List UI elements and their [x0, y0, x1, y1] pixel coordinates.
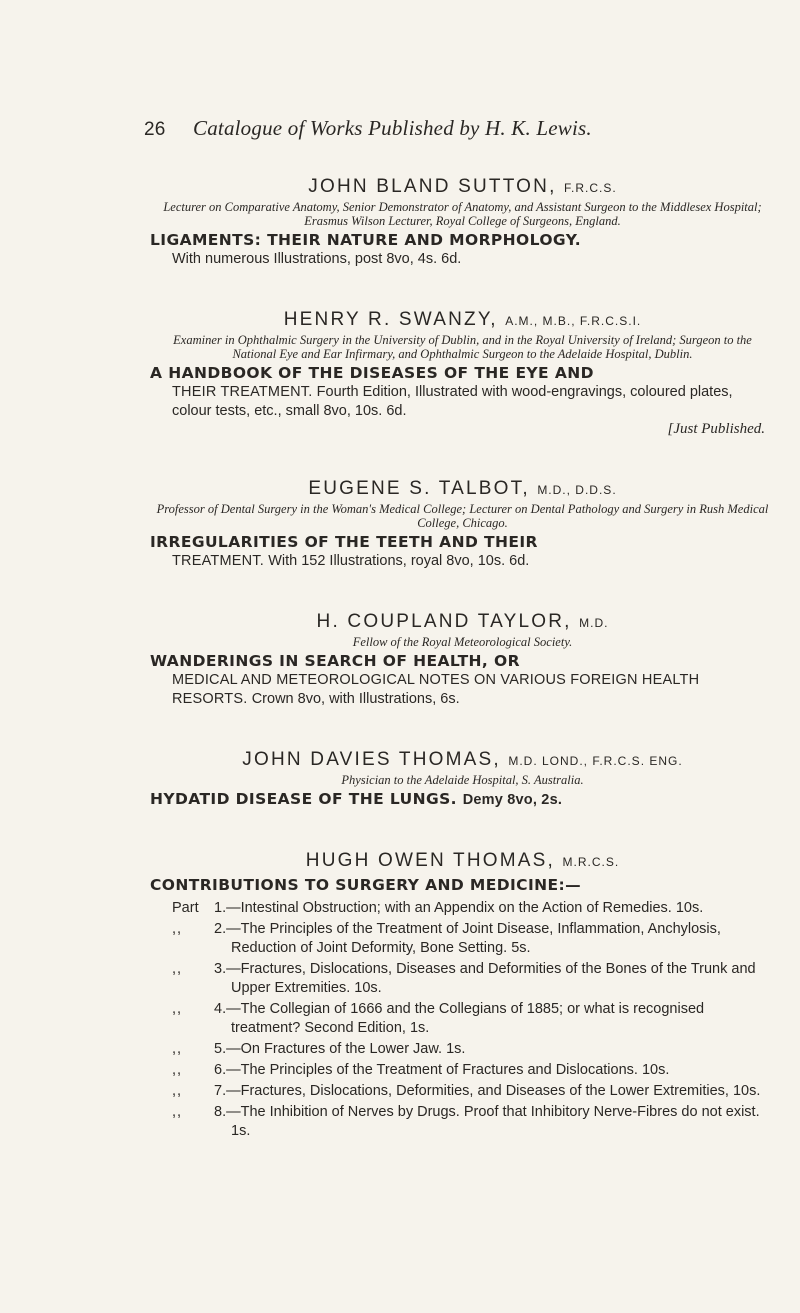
author-credentials: Fellow of the Royal Meteorological Society. — [352, 635, 573, 649]
catalogue-entry — [150, 611, 775, 709]
part-text: —The Principles of the Treatment of Fractures and Dislocations. 10s. — [226, 1062, 670, 1078]
author-degrees: M.D. — [579, 616, 609, 630]
part-text: —Fractures, Dislocations, Deformities, and Diseases of the Lower Extremities, 10s. — [226, 1083, 761, 1099]
book-title: WANDERINGS IN SEARCH OF HEALTH, OR — [150, 652, 520, 670]
book-title: IRREGULARITIES OF THE TEETH AND THEIR — [150, 533, 538, 551]
list-item — [150, 899, 775, 918]
list-item — [150, 920, 775, 958]
book-title: CONTRIBUTIONS TO SURGERY AND MEDICINE:— — [150, 876, 581, 894]
book-description: Demy 8vo, 2s. — [462, 792, 563, 808]
publication-note: [Just Published. — [667, 421, 765, 437]
book-title: LIGAMENTS: THEIR NATURE AND MORPHOLOGY. — [150, 231, 582, 249]
running-title: Catalogue of Works Published by H. K. Lewis. — [193, 116, 592, 140]
author-name: H. COUPLAND TAYLOR, M.D. — [316, 611, 609, 632]
catalogue-entry — [150, 850, 775, 1141]
part-number: 8. — [214, 1104, 227, 1120]
parts-list — [150, 899, 775, 1141]
running-header — [144, 116, 764, 141]
book-title-continuation: TREATMENT. — [172, 553, 269, 569]
part-text: —The Collegian of 1666 and the Collegians of 1885; or what is recognised treatment? Second Edition, 1s. — [226, 1001, 705, 1036]
page-number: 26 — [144, 119, 166, 140]
author-credentials: Physician to the Adelaide Hospital, S. Australia. — [341, 773, 584, 787]
part-text: —The Inhibition of Nerves by Drugs. Proof that Inhibitory Nerve-Fibres do not exist. 1s. — [226, 1104, 760, 1139]
part-text: —The Principles of the Treatment of Joint Disease, Inflammation, Anchylosis, Reduction of Joint Deformity, Bone Setting. 5s. — [226, 921, 721, 956]
book-description: MEDICAL AND METEOROLOGICAL NOTES ON VARIOUS FOREIGN HEALTH RESORTS. Crown 8vo, with Illustrations, 6s. — [172, 672, 700, 707]
list-item — [150, 1103, 775, 1141]
book-title: A HANDBOOK OF THE DISEASES OF THE EYE AND — [150, 364, 594, 382]
part-number: 2. — [214, 921, 227, 937]
book-title-continuation: MEDICAL AND METEOROLOGICAL NOTES ON VARIOUS FOREIGN HEALTH RESORTS. — [172, 672, 700, 707]
part-label: ,, — [172, 1083, 183, 1099]
part-number: 4. — [214, 1001, 227, 1017]
list-item — [150, 960, 775, 998]
book-description: TREATMENT. With 152 Illustrations, royal 8vo, 10s. 6d. — [172, 553, 530, 569]
part-label: ,, — [172, 1062, 183, 1078]
part-text: —Fractures, Dislocations, Diseases and Deformities of the Bones of the Trunk and Upper Extremities. 10s. — [226, 961, 756, 996]
book-description: With numerous Illustrations, post 8vo, 4s. 6d. — [172, 251, 462, 267]
part-label: ,, — [172, 1001, 183, 1017]
author-credentials: Professor of Dental Surgery in the Woman's Medical College; Lecturer on Dental Pathology and Surgery in Rush Medical College, Chicago. — [156, 502, 769, 530]
author-degrees: A.M., M.B., F.R.C.S.I. — [505, 314, 642, 328]
list-item — [150, 1082, 775, 1101]
part-label: ,, — [172, 1104, 183, 1120]
book-description: THEIR TREATMENT. Fourth Edition, Illustrated with wood-engravings, coloured plates, colour tests, etc., small 8vo, 10s. 6d. — [172, 384, 733, 419]
author-name: HENRY R. SWANZY, A.M., M.B., F.R.C.S.I. — [283, 309, 642, 330]
author-name: JOHN DAVIES THOMAS, M.D. LOND., F.R.C.S. ENG. — [242, 749, 683, 770]
author-degrees: F.R.C.S. — [564, 181, 617, 195]
catalogue-content — [150, 176, 775, 1181]
part-number: 5. — [214, 1041, 227, 1057]
list-item — [150, 1000, 775, 1038]
author-degrees: M.D. LOND., F.R.C.S. ENG. — [508, 754, 683, 768]
catalogue-entry — [150, 749, 775, 810]
catalogue-entry — [150, 176, 775, 269]
author-name: EUGENE S. TALBOT, M.D., D.D.S. — [308, 478, 617, 499]
author-name: HUGH OWEN THOMAS, M.R.C.S. — [305, 850, 620, 871]
part-text: —On Fractures of the Lower Jaw. 1s. — [226, 1041, 466, 1057]
author-credentials: Examiner in Ophthalmic Surgery in the University of Dublin, and in the Royal University of Ireland; Surgeon to the National Eye and Ear Infirmary, and Ophthalmic Surgeon to the Adelaide Hospital, Dublin. — [173, 333, 752, 361]
book-title-continuation: THEIR TREATMENT. — [172, 384, 317, 400]
author-name: JOHN BLAND SUTTON, F.R.C.S. — [308, 176, 617, 197]
part-number: 1. — [214, 900, 227, 916]
list-item — [150, 1061, 775, 1080]
list-item — [150, 1040, 775, 1059]
part-number: 3. — [214, 961, 227, 977]
part-label: ,, — [172, 921, 183, 937]
part-number: 7. — [214, 1083, 227, 1099]
part-text: —Intestinal Obstruction; with an Appendix on the Action of Remedies. 10s. — [226, 900, 704, 916]
book-title: HYDATID DISEASE OF THE LUNGS. Demy 8vo, 2s. — [150, 790, 563, 808]
part-number: 6. — [214, 1062, 227, 1078]
author-degrees: M.D., D.D.S. — [537, 483, 617, 497]
catalogue-entry — [150, 478, 775, 571]
part-label: Part — [172, 900, 199, 916]
part-label: ,, — [172, 961, 183, 977]
part-label: ,, — [172, 1041, 183, 1057]
author-credentials: Lecturer on Comparative Anatomy, Senior Demonstrator of Anatomy, and Assistant Surgeon to the Middlesex Hospital; Erasmus Wilson Lecturer, Royal College of Surgeons, England. — [163, 200, 762, 228]
catalogue-entry — [150, 309, 775, 438]
author-degrees: M.R.C.S. — [562, 855, 620, 869]
